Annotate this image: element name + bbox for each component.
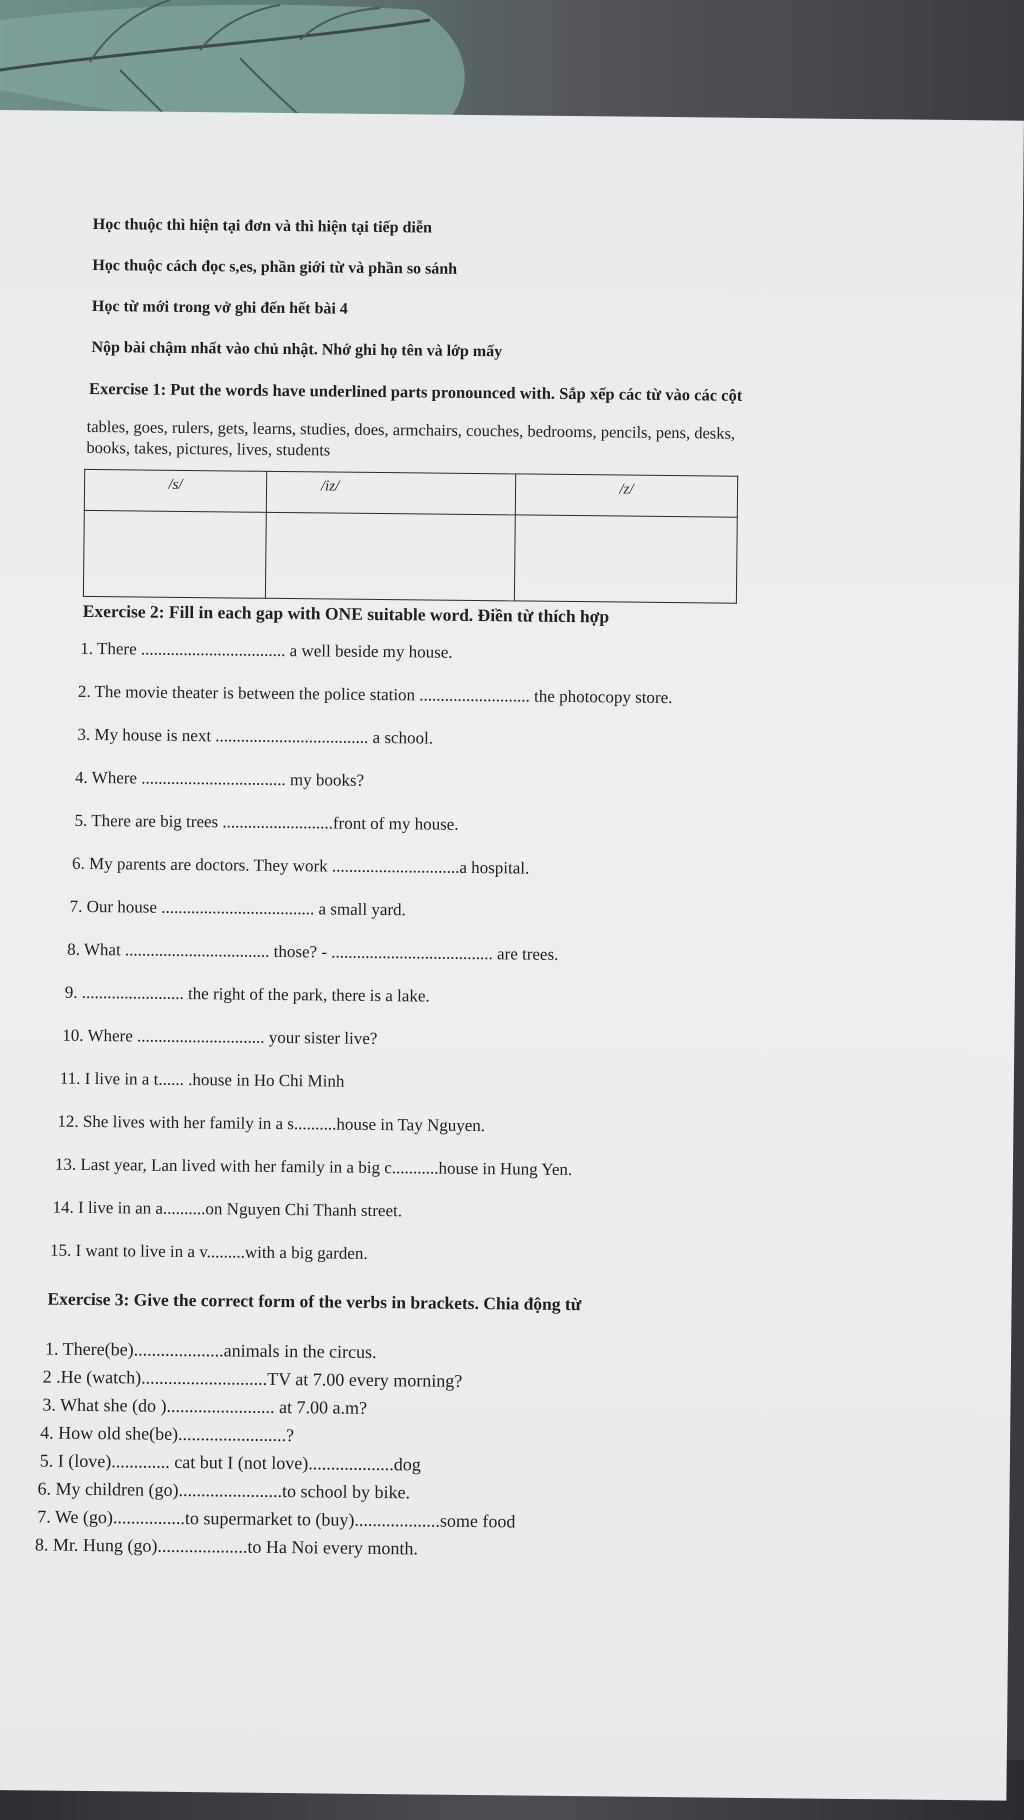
exercise2-item-2: 2. The movie theater is between the police station .......................... the photocopy store. xyxy=(77,681,673,708)
instruction-3: Học từ mới trong vở ghi đến hết bài 4 xyxy=(91,297,348,318)
exercise2-item-6: 6. My parents are doctors. They work ..............................a hospital. xyxy=(72,853,530,878)
exercise2-item-5: 5. There are big trees ..........................front of my house. xyxy=(74,810,459,834)
exercise2-item-1: 1. There .................................. a well beside my house. xyxy=(80,638,453,662)
exercise3-title: Exercise 3: Give the correct form of the verbs in brackets. Chia động từ xyxy=(47,1288,582,1315)
instruction-2: Học thuộc cách đọc s,es, phần giới từ và phần so sánh xyxy=(92,256,458,278)
exercise2-item-13: 13. Last year, Lan lived with her family in a big c...........house in Hung Yen. xyxy=(54,1154,573,1180)
column-iz-header: /iz/ xyxy=(266,471,515,515)
exercise1-words-line2: books, takes, pictures, lives, students xyxy=(86,437,331,460)
exercise3-item-1: 1. There(be)....................animals in the circus. xyxy=(44,1338,377,1363)
column-s-header: /s/ xyxy=(84,469,266,512)
worksheet-paper xyxy=(0,110,1024,1801)
exercise3-item-5: 5. I (love)............. cat but I (not love)...................dog xyxy=(39,1450,421,1475)
exercise2-item-15: 15. I want to live in a v.........with a big garden. xyxy=(49,1240,368,1263)
instruction-4: Nộp bài chậm nhất vào chủ nhật. Nhớ ghi họ tên và lớp mấy xyxy=(91,338,503,361)
exercise2-item-8: 8. What .................................. those? - ...................................... are trees. xyxy=(67,939,559,964)
exercise2-item-11: 11. I live in a t...... .house in Ho Chi Minh xyxy=(59,1068,345,1091)
exercise2-item-12: 12. She lives with her family in a s..........house in Tay Nguyen. xyxy=(57,1111,486,1136)
exercise2-item-9: 9. ........................ the right of the park, there is a lake. xyxy=(64,982,430,1006)
exercise2-item-3: 3. My house is next .................................... a school. xyxy=(77,724,434,748)
exercise3-item-8: 8. Mr. Hung (go)....................to Ha Noi every month. xyxy=(34,1534,419,1559)
exercise2-item-4: 4. Where .................................. my books? xyxy=(74,767,365,790)
column-z-cell[interactable] xyxy=(514,515,737,603)
exercise2-item-7: 7. Our house .................................... a small yard. xyxy=(69,896,406,920)
instruction-1: Học thuộc thì hiện tại đơn và thì hiện tại tiếp diễn xyxy=(92,215,433,237)
exercise1-title: Exercise 1: Put the words have underlined parts pronounced with. Sắp xếp các từ vào các cột xyxy=(88,378,743,405)
sound-table xyxy=(83,469,738,604)
exercise3-item-6: 6. My children (go).......................to school by bike. xyxy=(37,1478,411,1503)
exercise1-words-line1: tables, goes, rulers, gets, learns, studies, does, armchairs, couches, bedrooms, pencils, pens, desks, xyxy=(86,416,736,443)
column-s-cell[interactable] xyxy=(83,510,266,598)
exercise3-item-7: 7. We (go)................to supermarket to (buy)...................some food xyxy=(37,1506,516,1532)
exercise3-item-3: 3. What she (do )........................ at 7.00 a.m? xyxy=(42,1394,368,1418)
exercise3-item-2: 2 .He (watch)............................TV at 7.00 every morning? xyxy=(42,1366,463,1391)
exercise2-item-14: 14. I live in an a..........on Nguyen Chi Thanh street. xyxy=(52,1197,403,1221)
exercise2-item-10: 10. Where .............................. your sister live? xyxy=(62,1025,378,1049)
exercise3-item-4: 4. How old she(be)........................? xyxy=(40,1422,295,1446)
column-iz-cell[interactable] xyxy=(265,512,515,601)
column-z-header: /z/ xyxy=(515,474,738,517)
exercise2-title: Exercise 2: Fill in each gap with ONE suitable word. Điền từ thích hợp xyxy=(82,600,610,627)
